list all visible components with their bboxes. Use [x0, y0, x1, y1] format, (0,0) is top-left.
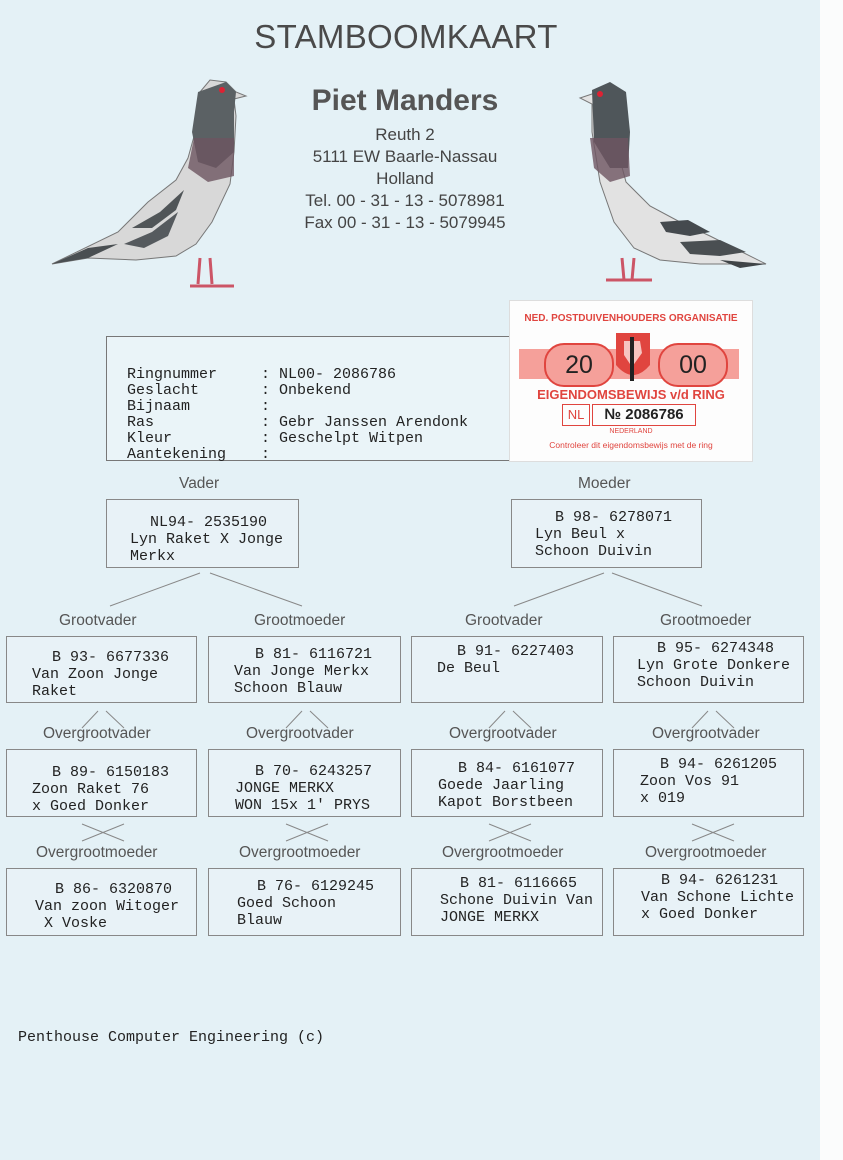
ring-card-year-right: 00 [658, 343, 728, 387]
pigeon-name-line: De Beul [437, 660, 501, 677]
info-colon: : [261, 398, 271, 415]
info-label: Geslacht [127, 382, 200, 399]
pigeon-name-line: JONGE MERKX [235, 780, 335, 797]
info-colon: : [261, 430, 271, 447]
info-value: Onbekend [279, 382, 352, 399]
grandmother-paternal-box [208, 636, 401, 703]
ring-card-footer: Controleer dit eigendomsbewijs met de ring [549, 440, 713, 450]
label-grootvader: Grootvader [59, 612, 137, 629]
footer-credit: Penthouse Computer Engineering (c) [18, 1029, 325, 1046]
label-moeder: Moeder [578, 475, 631, 492]
owner-phone: Tel. 00 - 31 - 13 - 5078981 [305, 191, 505, 210]
grandmother-maternal-box [613, 636, 804, 703]
label-overgrootmoeder: Overgrootmoeder [36, 844, 158, 861]
greatgrandfather-box [208, 749, 401, 817]
info-label: Kleur [127, 430, 173, 447]
grandfather-maternal-box [411, 636, 603, 703]
ring-number: B 84- 6161077 [458, 760, 576, 777]
pigeon-name-line: Lyn Grote Donkere [637, 657, 791, 674]
info-colon: : [261, 414, 271, 431]
ring-number: B 81- 6116721 [255, 646, 373, 663]
info-colon: : [261, 366, 271, 383]
ring-number: B 76- 6129245 [257, 878, 375, 895]
info-value: Geschelpt Witpen [279, 430, 424, 447]
label-overgrootvader: Overgrootvader [652, 725, 760, 742]
ring-card-year-left: 20 [544, 343, 614, 387]
owner-city: 5111 EW Baarle-Nassau [312, 147, 498, 166]
ring-number: B 91- 6227403 [457, 643, 575, 660]
greatgrandmother-box [411, 868, 603, 936]
owner-fax: Fax 00 - 31 - 13 - 5079945 [304, 213, 506, 232]
pigeon-name-line: Zoon Vos 91 [640, 773, 740, 790]
label-grootmoeder: Grootmoeder [254, 612, 346, 629]
pigeon-name-line: Van zoon Witoger [35, 898, 180, 915]
father-box [106, 499, 299, 568]
greatgrandfather-box [411, 749, 603, 817]
info-value: Gebr Janssen Arendonk [279, 414, 469, 431]
info-label: Aantekening [127, 446, 227, 463]
mother-box [511, 499, 702, 568]
info-colon: : [261, 382, 271, 399]
pigeon-name-line: X Voske [35, 915, 108, 932]
pigeon-name-line: Van Jonge Merkx [234, 663, 370, 680]
pigeon-name-line: Zoon Raket 76 [32, 781, 150, 798]
pigeon-name-line: Schone Duivin Van [440, 892, 594, 909]
pigeon-name-line: Schoon Duivin [637, 674, 755, 691]
pigeon-name-line: JONGE MERKX [440, 909, 540, 926]
ring-number: B 89- 6150183 [52, 764, 170, 781]
ring-number: B 93- 6677336 [52, 649, 170, 666]
label-grootvader: Grootvader [465, 612, 543, 629]
pigeon-name-line: WON 15x 1' PRYS [235, 797, 371, 814]
label-overgrootvader: Overgrootvader [43, 725, 151, 742]
pigeon-name-line: Van Schone Lichte [641, 889, 795, 906]
pigeon-name-line: Blauw [237, 912, 283, 929]
pigeon-name-line: Raket [32, 683, 78, 700]
pigeon-name-line: Kapot Borstbeen [438, 794, 574, 811]
pigeon-name-line: Lyn Raket X Jonge [130, 531, 284, 548]
grandfather-paternal-box [6, 636, 197, 703]
label-overgrootmoeder: Overgrootmoeder [645, 844, 767, 861]
owner-country: Holland [376, 169, 434, 188]
pigeon-name-line: Schoon Duivin [535, 543, 653, 560]
ring-card-country: NL [562, 404, 590, 426]
ring-number: B 86- 6320870 [55, 881, 173, 898]
info-label: Bijnaam [127, 398, 191, 415]
pigeon-name-line: Van Zoon Jonge [32, 666, 159, 683]
info-value: NL00- 2086786 [279, 366, 397, 383]
ring-number: B 94- 6261231 [661, 872, 779, 889]
page-title: STAMBOOMKAART [254, 18, 558, 55]
info-colon: : [261, 446, 271, 463]
info-label: Ras [127, 414, 155, 431]
ring-number: B 98- 6278071 [555, 509, 673, 526]
ring-number: NL94- 2535190 [150, 514, 268, 531]
label-grootmoeder: Grootmoeder [660, 612, 752, 629]
ring-number: B 94- 6261205 [660, 756, 778, 773]
owner-street: Reuth 2 [375, 125, 435, 144]
greatgrandmother-box [208, 868, 401, 936]
owner-name: Piet Manders [311, 84, 499, 117]
pigeon-name-line: Schoon Blauw [234, 680, 343, 697]
greatgrandmother-box [613, 868, 804, 936]
ring-card-sub: NEDERLAND [609, 428, 653, 435]
ring-card-org: NED. POSTDUIVENHOUDERS ORGANISATIE [524, 313, 738, 324]
pigeon-name-line: Goed Schoon [237, 895, 337, 912]
pigeon-name-line: Lyn Beul x [535, 526, 626, 543]
ring-number: B 81- 6116665 [460, 875, 578, 892]
greatgrandfather-box [6, 749, 197, 817]
label-overgrootmoeder: Overgrootmoeder [239, 844, 361, 861]
pigeon-name-line: x 019 [640, 790, 686, 807]
pigeon-name-line: x Goed Donker [32, 798, 150, 815]
greatgrandmother-box [6, 868, 197, 936]
label-overgrootvader: Overgrootvader [246, 725, 354, 742]
label-vader: Vader [179, 475, 220, 492]
info-label: Ringnummer [127, 366, 218, 383]
ring-number: B 70- 6243257 [255, 763, 373, 780]
label-overgrootmoeder: Overgrootmoeder [442, 844, 564, 861]
pigeon-name-line: x Goed Donker [641, 906, 759, 923]
ring-card-title: EIGENDOMSBEWIJS v/d RING [537, 387, 725, 402]
ring-number: B 95- 6274348 [657, 640, 775, 657]
pigeon-name-line: Merkx [130, 548, 176, 565]
ring-card-number: № 2086786 [592, 404, 696, 426]
greatgrandfather-box [613, 749, 804, 817]
label-overgrootvader: Overgrootvader [449, 725, 557, 742]
pigeon-name-line: Goede Jaarling [438, 777, 565, 794]
